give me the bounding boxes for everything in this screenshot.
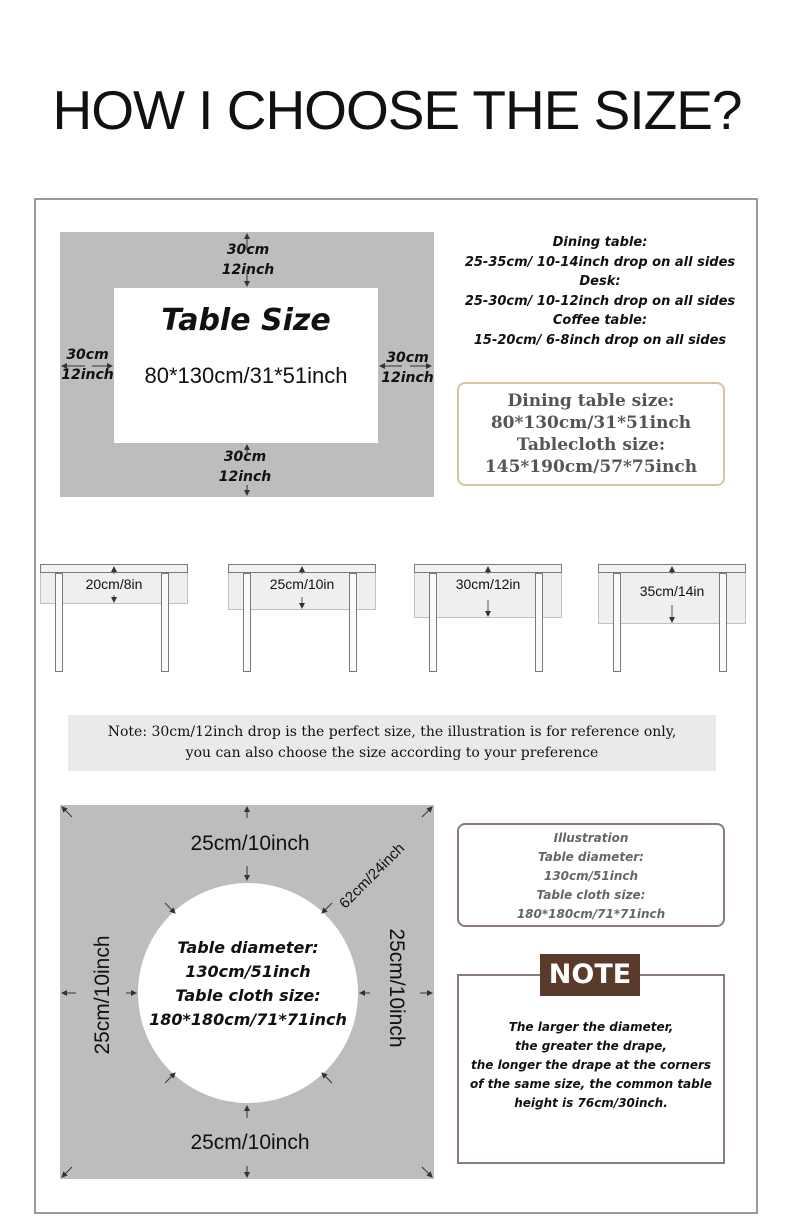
right-drop-label bbox=[380, 348, 435, 388]
circle-diameter-heading: Table diameter: bbox=[177, 938, 319, 957]
table-top bbox=[414, 564, 562, 573]
bottom-drop-in: 12inch bbox=[218, 469, 272, 485]
drop-dining-value: 25-35cm/ 10-14inch drop on all sides bbox=[464, 254, 736, 270]
side-view-3 bbox=[414, 564, 562, 674]
illustration-diameter-value: 130cm/51inch bbox=[543, 869, 639, 883]
side-view-4 bbox=[598, 564, 746, 674]
side-view-label: 35cm/14in bbox=[639, 583, 705, 599]
table-top bbox=[228, 564, 376, 573]
page-title: HOW I CHOOSE THE SIZE? bbox=[52, 79, 742, 141]
side-view-2 bbox=[228, 564, 376, 674]
dining-table-size-heading: Dining table size: bbox=[507, 391, 675, 411]
note-line-5: height is 76cm/30inch. bbox=[514, 1096, 668, 1110]
bottom-drop-cm: 30cm bbox=[223, 449, 267, 465]
table-top bbox=[598, 564, 746, 573]
size-box bbox=[457, 382, 725, 486]
drop-desk-heading: Desk: bbox=[579, 274, 621, 289]
table-size-heading: Table Size bbox=[161, 303, 331, 338]
square-top-label: 25cm/10inch bbox=[190, 832, 310, 855]
note-text bbox=[462, 1018, 720, 1113]
tablecloth-size-heading: Tablecloth size: bbox=[516, 435, 666, 455]
left-drop-label bbox=[60, 345, 115, 385]
illustration-diameter-heading: Table diameter: bbox=[538, 850, 644, 864]
note-strip-line-2: you can also choose the size according to your preference bbox=[185, 745, 599, 761]
circle-diameter-value: 130cm/51inch bbox=[185, 962, 311, 981]
illustration-cloth-value: 180*180cm/71*71inch bbox=[516, 907, 666, 921]
left-drop-in: 12inch bbox=[61, 367, 114, 383]
left-drop-cm: 30cm bbox=[66, 347, 109, 363]
side-view-label: 20cm/8in bbox=[85, 576, 143, 592]
side-view-1 bbox=[40, 564, 188, 674]
note-strip bbox=[68, 715, 716, 771]
dining-table-size-value: 80*130cm/31*51inch bbox=[490, 413, 692, 433]
square-left-label: 25cm/10inch bbox=[91, 935, 114, 1055]
side-view-label: 25cm/10in bbox=[269, 576, 335, 592]
circle-text bbox=[138, 936, 358, 1032]
note-line-1: The larger the diameter, bbox=[508, 1020, 674, 1034]
top-drop-cm: 30cm bbox=[226, 242, 270, 258]
drop-guide bbox=[452, 233, 748, 350]
table-top bbox=[40, 564, 188, 573]
right-drop-cm: 30cm bbox=[386, 350, 429, 366]
circle-cloth-heading: Table cloth size: bbox=[175, 986, 321, 1005]
corner-drop-label: 62cm/24inch bbox=[336, 839, 409, 913]
note-line-2: the greater the drape, bbox=[515, 1039, 667, 1053]
top-drop-label bbox=[218, 240, 278, 280]
tablecloth-size-value: 145*190cm/57*75inch bbox=[484, 457, 698, 477]
drop-coffee-value: 15-20cm/ 6-8inch drop on all sides bbox=[473, 332, 727, 348]
drop-desk-value: 25-30cm/ 10-12inch drop on all sides bbox=[464, 293, 736, 309]
drop-coffee-heading: Coffee table: bbox=[552, 313, 648, 328]
note-line-4: of the same size, the common table bbox=[469, 1077, 712, 1091]
note-strip-line-1: Note: 30cm/12inch drop is the perfect size, the illustration is for reference only, bbox=[107, 724, 677, 740]
right-drop-in: 12inch bbox=[381, 370, 434, 386]
drop-dining-heading: Dining table: bbox=[552, 235, 648, 250]
square-bottom-label: 25cm/10inch bbox=[190, 1131, 310, 1154]
circle-cloth-value: 180*180cm/71*71inch bbox=[149, 1010, 347, 1029]
note-badge: NOTE bbox=[540, 954, 640, 996]
illustration-box bbox=[457, 823, 725, 927]
illustration-cloth-heading: Table cloth size: bbox=[536, 888, 646, 902]
note-line-3: the longer the drape at the corners bbox=[470, 1058, 712, 1072]
table-size-dims: 80*130cm/31*51inch bbox=[144, 363, 348, 388]
bottom-drop-label bbox=[215, 447, 275, 487]
illustration-heading: Illustration bbox=[553, 831, 629, 845]
top-drop-in: 12inch bbox=[221, 262, 275, 278]
square-right-label: 25cm/10inch bbox=[385, 928, 408, 1048]
side-view-label: 30cm/12in bbox=[455, 576, 521, 592]
